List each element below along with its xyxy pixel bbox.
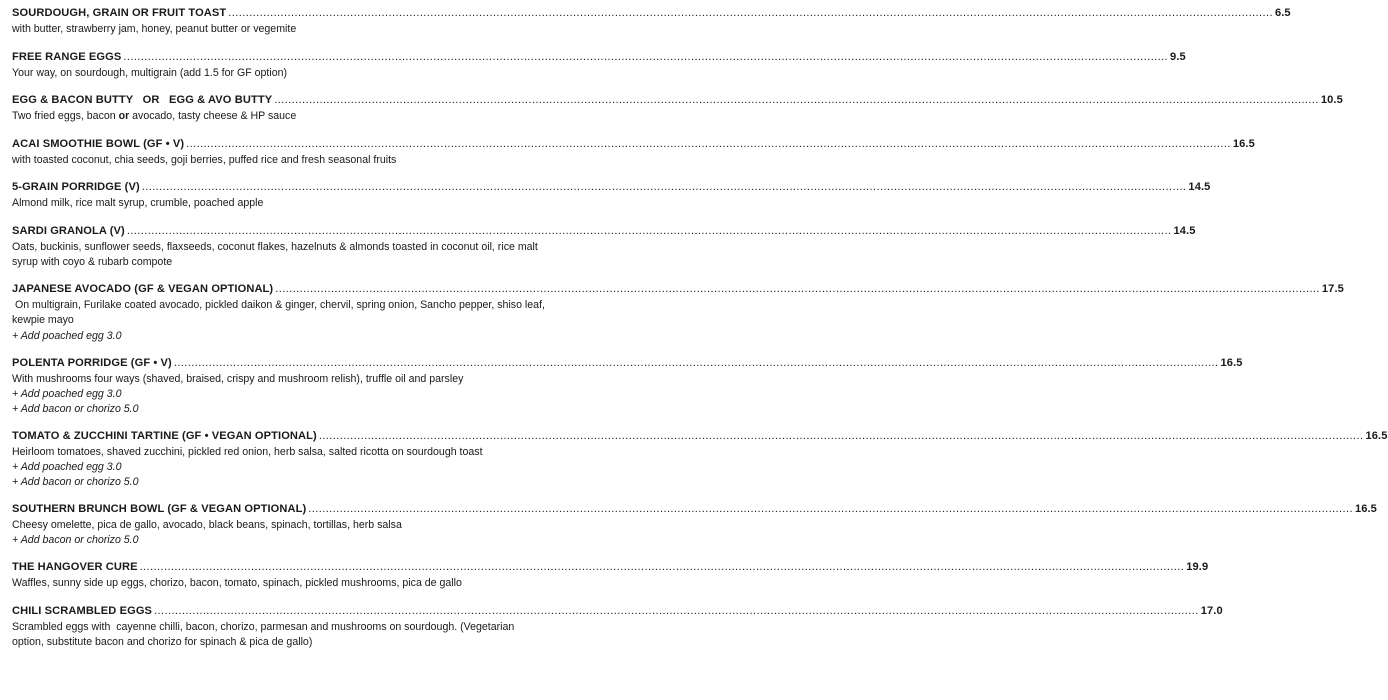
item-addon: + Add poached egg 3.0 bbox=[12, 461, 122, 473]
item-description bbox=[12, 109, 545, 124]
menu-item-header bbox=[12, 282, 1344, 297]
leader-dots: ............................................................................................................................................................................................................................................................................................................ bbox=[139, 561, 1185, 574]
item-price: 16.5 bbox=[1232, 137, 1255, 150]
item-description: Almond milk, rice malt syrup, crumble, poached apple bbox=[12, 197, 264, 209]
item-title: EGG & BACON BUTTY OR EGG & AVO BUTTY bbox=[12, 94, 273, 106]
item-description: Scrambled eggs with cayenne chilli, bacon, chorizo, parmesan and mushrooms on sourdough. (Vegetarian option, substitute bacon and chorizo for spinach & pica de gallo) bbox=[12, 620, 518, 648]
item-description: With mushrooms four ways (shaved, braised, crispy and mushroom relish), truffle oil and parsley bbox=[12, 372, 464, 385]
menu-item-header bbox=[12, 180, 1211, 195]
item-title: POLENTA PORRIDGE (GF • V) bbox=[12, 356, 172, 369]
item-title: THE HANGOVER CURE bbox=[12, 561, 138, 574]
item-title: SOURDOUGH, GRAIN OR FRUIT TOAST bbox=[12, 7, 227, 19]
item-description: Heirloom tomatoes, shaved zucchini, pickled red onion, herb salsa, salted ricotta on sourdough toast bbox=[12, 445, 483, 458]
item-addon: + Add poached egg 3.0 bbox=[12, 387, 122, 400]
item-description: with toasted coconut, chia seeds, goji berries, puffed rice and fresh seasonal fruits bbox=[12, 153, 397, 166]
item-price: 17.5 bbox=[1321, 283, 1344, 296]
item-price: 14.5 bbox=[1188, 181, 1211, 193]
menu-item-header bbox=[12, 429, 1388, 444]
menu-item-acai-bowl bbox=[12, 137, 1255, 168]
menu-item-header bbox=[12, 50, 1186, 65]
leader-dots: ............................................................................................................................................................................................................................................................................................................ bbox=[141, 181, 1187, 193]
menu-item-sourdough-toast bbox=[12, 6, 1291, 37]
item-price: 6.5 bbox=[1274, 7, 1291, 19]
menu-item-chili-scrambled-eggs bbox=[12, 604, 1223, 650]
item-description: Oats, buckinis, sunflower seeds, flaxseeds, coconut flakes, hazelnuts & almonds toasted in coconut oil, rice malt syrup with coyo & rubarb compote bbox=[12, 240, 538, 268]
menu-item-japanese-avocado bbox=[12, 282, 1344, 343]
menu-item-header bbox=[12, 6, 1291, 21]
item-price: 16.5 bbox=[1354, 502, 1377, 515]
menu-item-free-range-eggs bbox=[12, 50, 1186, 81]
leader-dots: ............................................................................................................................................................................................................................................................................................................ bbox=[274, 94, 1319, 106]
leader-dots: ............................................................................................................................................................................................................................................................................................................ bbox=[228, 7, 1273, 19]
item-description: Waffles, sunny side up eggs, chorizo, bacon, tomato, spinach, pickled mushrooms, pica de gallo bbox=[12, 577, 462, 590]
menu-item-header bbox=[12, 356, 1243, 371]
menu-item-porridge bbox=[12, 180, 1211, 211]
item-price: 16.5 bbox=[1220, 356, 1243, 369]
leader-dots: ............................................................................................................................................................................................................................................................................................................ bbox=[275, 283, 1320, 296]
item-price: 9.5 bbox=[1170, 50, 1186, 63]
leader-dots: ............................................................................................................................................................................................................................................................................................................ bbox=[308, 502, 1353, 515]
item-addon: + Add bacon or chorizo 5.0 bbox=[12, 475, 139, 488]
desc-emphasis: or bbox=[118, 110, 130, 122]
menu-item-header bbox=[12, 604, 1223, 619]
menu-item-southern-brunch-bowl bbox=[12, 502, 1377, 548]
leader-dots: ............................................................................................................................................................................................................................................................................................................ bbox=[123, 50, 1169, 63]
desc-part: Two fried eggs, bacon bbox=[12, 110, 119, 122]
item-price: 14.5 bbox=[1173, 224, 1196, 237]
item-addon: + Add bacon or chorizo 5.0 bbox=[12, 402, 139, 415]
item-description: Your way, on sourdough, multigrain (add 1.5 for GF option) bbox=[12, 66, 288, 79]
breakfast-menu bbox=[12, 6, 1388, 662]
item-title: SARDI GRANOLA (V) bbox=[12, 224, 125, 237]
menu-item-egg-butty bbox=[12, 93, 1343, 124]
item-title: CHILI SCRAMBLED EGGS bbox=[12, 604, 153, 617]
leader-dots: ............................................................................................................................................................................................................................................................................................................ bbox=[318, 429, 1364, 442]
item-title: JAPANESE AVOCADO (GF & VEGAN OPTIONAL) bbox=[12, 283, 274, 296]
item-price: 19.9 bbox=[1186, 561, 1209, 574]
leader-dots: ............................................................................................................................................................................................................................................................................................................ bbox=[186, 137, 1231, 150]
leader-dots: ............................................................................................................................................................................................................................................................................................................ bbox=[173, 356, 1219, 369]
item-title: ACAI SMOOTHIE BOWL (GF • V) bbox=[12, 137, 185, 150]
item-title: 5-GRAIN PORRIDGE (V) bbox=[12, 181, 140, 193]
menu-item-header bbox=[12, 502, 1377, 517]
menu-item-granola bbox=[12, 224, 1196, 270]
item-price: 16.5 bbox=[1365, 429, 1388, 442]
menu-item-header bbox=[12, 93, 1343, 108]
desc-part: avocado, tasty cheese & HP sauce bbox=[129, 110, 297, 122]
item-description: Cheesy omelette, pica de gallo, avocado, black beans, spinach, tortillas, herb salsa bbox=[12, 518, 402, 531]
item-description: with butter, strawberry jam, honey, peanut butter or vegemite bbox=[12, 23, 297, 35]
item-addon: + Add bacon or chorizo 5.0 bbox=[12, 534, 139, 547]
menu-item-tomato-tartine bbox=[12, 429, 1388, 490]
item-title: SOUTHERN BRUNCH BOWL (GF & VEGAN OPTIONAL) bbox=[12, 502, 307, 515]
leader-dots: ............................................................................................................................................................................................................................................................................................................ bbox=[154, 604, 1199, 617]
menu-item-header bbox=[12, 137, 1255, 152]
menu-item-hangover-cure bbox=[12, 560, 1209, 591]
item-description: On multigrain, Furilake coated avocado, pickled daikon & ginger, chervil, spring onion, Sancho pepper, shiso leaf, kewpie mayo bbox=[12, 299, 548, 327]
item-price: 10.5 bbox=[1320, 94, 1343, 106]
item-title: TOMATO & ZUCCHINI TARTINE (GF • VEGAN OPTIONAL) bbox=[12, 429, 317, 442]
menu-item-header bbox=[12, 560, 1209, 575]
item-addon: + Add poached egg 3.0 bbox=[12, 329, 122, 342]
menu-item-header bbox=[12, 224, 1196, 239]
item-price: 17.0 bbox=[1200, 604, 1223, 617]
menu-item-polenta-porridge bbox=[12, 356, 1243, 417]
item-title: FREE RANGE EGGS bbox=[12, 50, 122, 63]
leader-dots: ............................................................................................................................................................................................................................................................................................................ bbox=[126, 224, 1172, 237]
